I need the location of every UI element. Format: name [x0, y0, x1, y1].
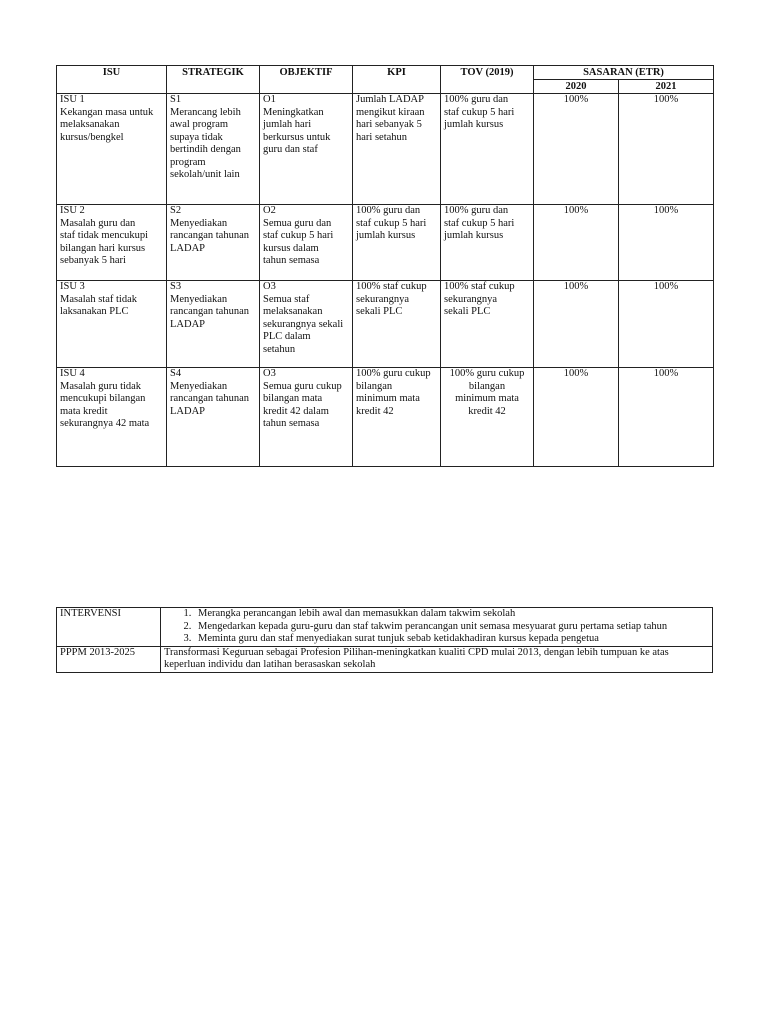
tov-text: 100% guru dan staf cukup 5 hari jumlah kursus: [444, 94, 515, 130]
target-2021-cell: 100%: [619, 94, 714, 205]
intervensi-list: [164, 608, 709, 646]
objektif-text: O3 Semua guru cukup bilangan mata kredit 42 dalam tahun semasa: [263, 368, 342, 429]
table-row: [57, 281, 714, 368]
objektif-cell: [260, 281, 353, 368]
objektif-cell: [260, 94, 353, 205]
target-2021-cell: 100%: [619, 281, 714, 368]
intervensi-row: [57, 608, 713, 647]
strategic-plan-table: [56, 65, 714, 467]
tov-text: 100% guru cukup bilangan minimum mata kredit 42: [449, 368, 525, 417]
header-objektif: OBJEKTIF: [260, 66, 353, 94]
target-2020-cell: 100%: [534, 94, 619, 205]
isu-text: ISU 4 Masalah guru tidak mencukupi bilangan mata kredit sekurangnya 42 mata: [60, 368, 150, 429]
objektif-cell: [260, 368, 353, 467]
intervensi-label: INTERVENSI: [57, 608, 161, 647]
list-item: 2. Mengedarkan kepada guru-guru dan staf takwim perancangan unit semasa mesyuarat guru pertama setiap tahun: [194, 621, 709, 634]
table-row: [57, 368, 714, 467]
strategik-cell: [167, 281, 260, 368]
header-row: [57, 66, 714, 80]
header-isu: ISU: [57, 66, 167, 94]
isu-cell: [57, 281, 167, 368]
kpi-text: Jumlah LADAP mengikut kiraan hari sebanyak 5 hari setahun: [356, 94, 425, 143]
strategik-text: S1 Merancang lebih awal program supaya tidak bertindih dengan program sekolah/unit lain: [170, 94, 241, 180]
isu-cell: [57, 94, 167, 205]
objektif-text: O1 Meningkatkan jumlah hari berkursus untuk guru dan staf: [263, 94, 331, 155]
table-row: [57, 205, 714, 281]
pppm-label: PPPM 2013-2025: [57, 646, 161, 672]
strategik-text: S4 Menyediakan rancangan tahunan LADAP: [170, 368, 250, 417]
objektif-text: O3 Semua staf melaksanakan sekurangnya sekali PLC dalam setahun: [263, 281, 344, 355]
intervention-table: [56, 607, 713, 673]
isu-text: ISU 3 Masalah staf tidak laksanakan PLC: [60, 281, 137, 317]
isu-text: ISU 2 Masalah guru dan staf tidak mencukupi bilangan hari kursus sebanyak 5 hari: [60, 205, 149, 266]
target-2020-cell: 100%: [534, 205, 619, 281]
kpi-text: 100% guru dan staf cukup 5 hari jumlah kursus: [356, 205, 427, 241]
isu-cell: [57, 368, 167, 467]
strategik-cell: [167, 205, 260, 281]
tov-cell: [441, 281, 534, 368]
list-item: 3. Meminta guru dan staf menyediakan surat tunjuk sebab ketidakhadiran kursus kepada pengetua: [194, 633, 709, 646]
table-row: [57, 94, 714, 205]
strategik-cell: [167, 94, 260, 205]
tov-cell: [441, 94, 534, 205]
kpi-text: 100% guru cukup bilangan minimum mata kredit 42: [356, 368, 431, 417]
kpi-cell: [353, 94, 441, 205]
strategik-text: S3 Menyediakan rancangan tahunan LADAP: [170, 281, 250, 330]
objektif-text: O2 Semua guru dan staf cukup 5 hari kursus dalam tahun semasa: [263, 205, 334, 266]
kpi-cell: [353, 281, 441, 368]
tov-cell: [441, 205, 534, 281]
header-year-2020: 2020: [534, 80, 619, 94]
objektif-cell: [260, 205, 353, 281]
strategik-text: S2 Menyediakan rancangan tahunan LADAP: [170, 205, 250, 254]
kpi-cell: [353, 368, 441, 467]
target-2020-cell: 100%: [534, 368, 619, 467]
target-2020-cell: 100%: [534, 281, 619, 368]
target-2021-cell: 100%: [619, 368, 714, 467]
tov-text: 100% guru dan staf cukup 5 hari jumlah kursus: [444, 205, 515, 241]
isu-cell: [57, 205, 167, 281]
header-year-2021: 2021: [619, 80, 714, 94]
target-2021-cell: 100%: [619, 205, 714, 281]
tov-cell: [441, 368, 534, 467]
pppm-text: Transformasi Keguruan sebagai Profesion Pilihan-meningkatkan kualiti CPD mulai 2013, dengan lebih tumpuan ke atas keperluan individu dan latihan berasaskan sekolah: [161, 646, 713, 672]
kpi-cell: [353, 205, 441, 281]
strategik-cell: [167, 368, 260, 467]
header-tov: TOV (2019): [441, 66, 534, 94]
tov-text: 100% staf cukup sekurangnya sekali PLC: [444, 281, 515, 317]
isu-text: ISU 1 Kekangan masa untuk melaksanakan kursus/bengkel: [60, 94, 154, 143]
header-kpi: KPI: [353, 66, 441, 94]
header-sasaran: SASARAN (ETR): [534, 66, 714, 80]
kpi-text: 100% staf cukup sekurangnya sekali PLC: [356, 281, 427, 317]
pppm-row: [57, 646, 713, 672]
intervensi-list-cell: [161, 608, 713, 647]
list-item: 1. Merangka perancangan lebih awal dan memasukkan dalam takwim sekolah: [194, 608, 709, 621]
header-strategik: STRATEGIK: [167, 66, 260, 94]
